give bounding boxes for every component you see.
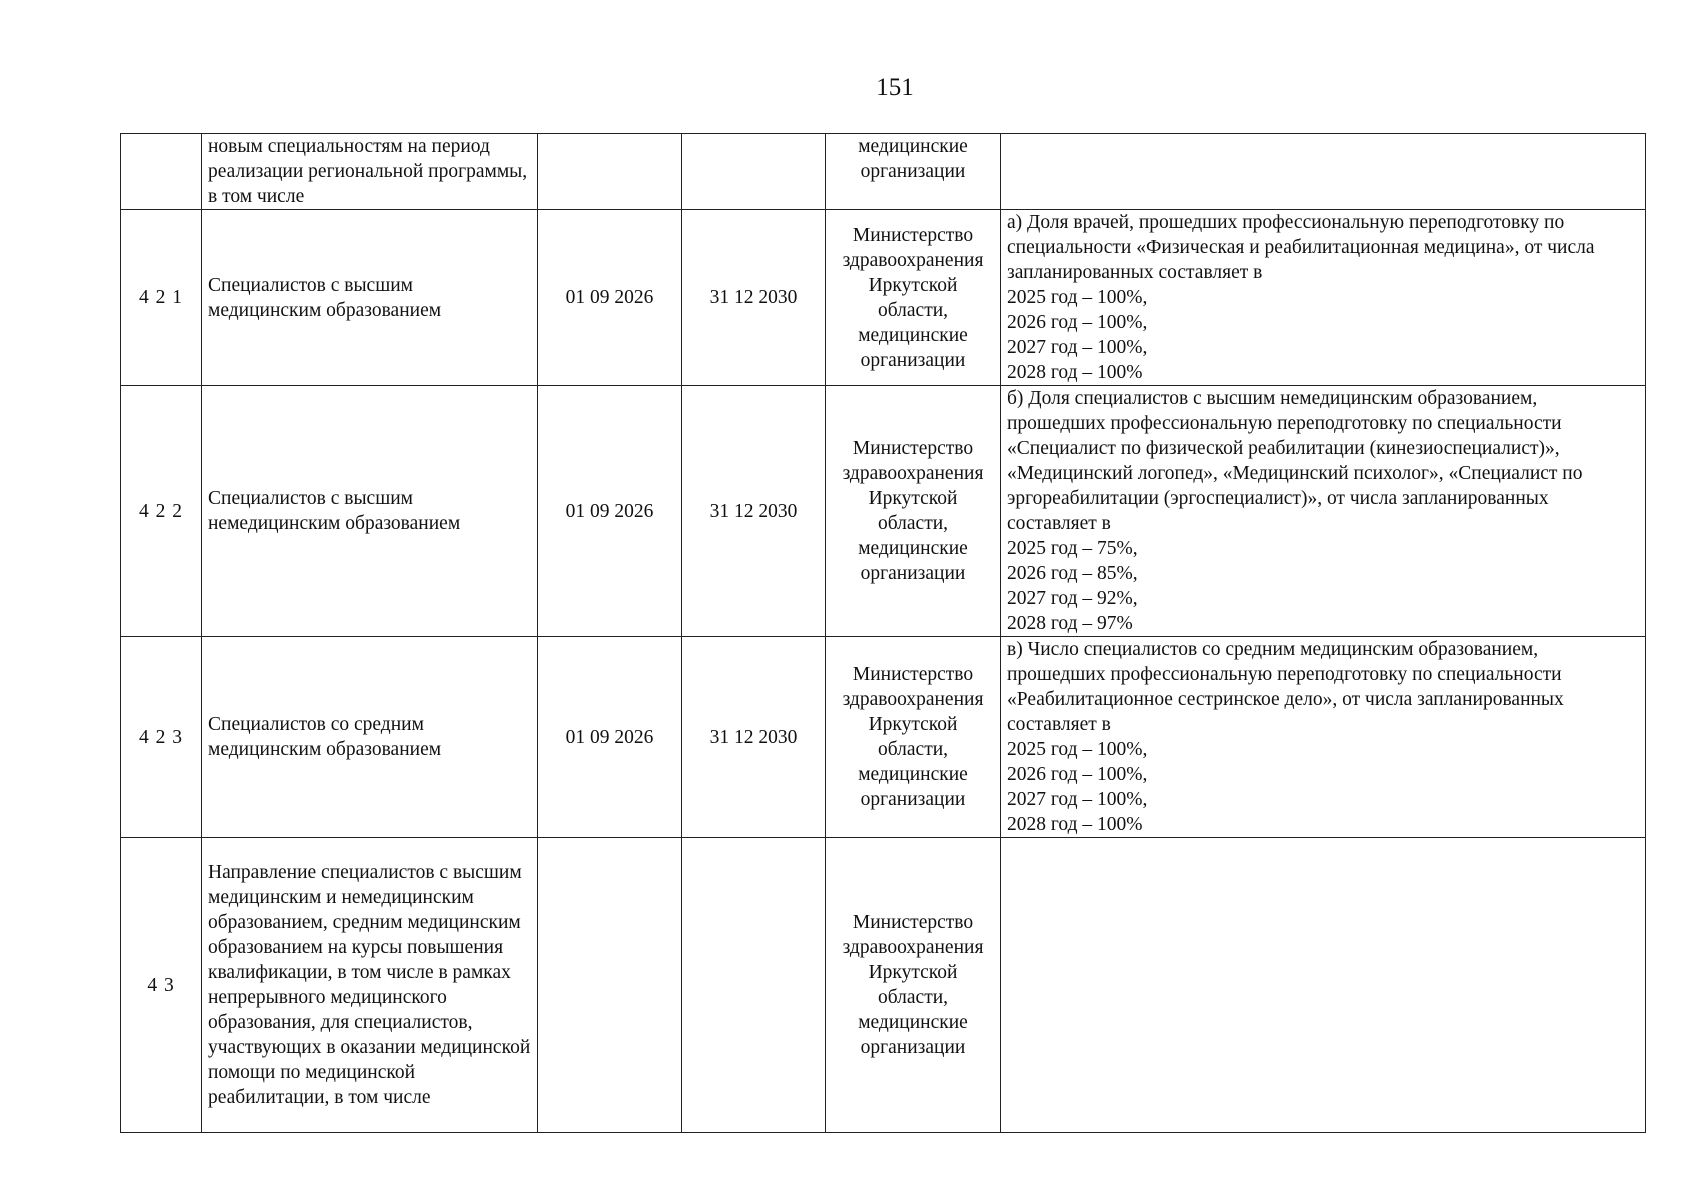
start-date: 01 09 2026 (538, 637, 682, 838)
indicator (1001, 838, 1646, 1133)
table-row (121, 210, 1646, 386)
indicator-year-value: 2026 год – 100%, (1007, 312, 1148, 333)
indicator-year-value: 2026 год – 85%, (1007, 563, 1138, 584)
indicator (1001, 386, 1646, 637)
row-number: 4 2 2 (121, 386, 202, 637)
row-number (121, 134, 202, 210)
end-date: 31 12 2030 (682, 210, 826, 386)
indicator-year-value: 2028 год – 100% (1007, 814, 1143, 835)
indicator-year-value: 2027 год – 92%, (1007, 588, 1138, 609)
responsible-executor: медицинские организации (826, 134, 1001, 210)
end-date: 31 12 2030 (682, 637, 826, 838)
start-date (538, 134, 682, 210)
indicator-year-value: 2027 год – 100%, (1007, 789, 1148, 810)
indicator (1001, 210, 1646, 386)
indicator-text: б) Доля специалистов с высшим немедицинским образованием, прошедших профессиональную переподготовку по специальности «Специалист по физической реабилитации (кинезиоспециалист)», «Медицинский логопед», «Медицинский психолог», «Специалист по эргореабилитации (эргоспециалист)», от числа запланированных составляет в (1007, 388, 1583, 534)
end-date: 31 12 2030 (682, 386, 826, 637)
start-date: 01 09 2026 (538, 386, 682, 637)
table-row (121, 838, 1646, 1133)
indicator (1001, 637, 1646, 838)
table-row (121, 386, 1646, 637)
start-date: 01 09 2026 (538, 210, 682, 386)
measures-table (120, 133, 1646, 1133)
page-number: 151 (876, 74, 914, 101)
measure-name: Специалистов со средним медицинским образованием (202, 637, 538, 838)
indicator-year-value: 2025 год – 100%, (1007, 739, 1148, 760)
measure-name: Специалистов с высшим медицинским образованием (202, 210, 538, 386)
row-number: 4 3 (121, 838, 202, 1133)
table-row (121, 134, 1646, 210)
measure-name: новым специальностям на период реализации региональной программы, в том числе (202, 134, 538, 210)
end-date (682, 838, 826, 1133)
indicator-year-value: 2026 год – 100%, (1007, 764, 1148, 785)
responsible-executor: Министерство здравоохранения Иркутской области, медицинские организации (826, 838, 1001, 1133)
indicator-year-value: 2027 год – 100%, (1007, 337, 1148, 358)
end-date (682, 134, 826, 210)
indicator-text: а) Доля врачей, прошедших профессиональную переподготовку по специальности «Физическая и реабилитационная медицина», от числа запланированных составляет в (1007, 212, 1595, 283)
indicator-year-value: 2028 год – 100% (1007, 362, 1143, 383)
measure-name: Направление специалистов с высшим медицинским и немедицинским образованием, средним медицинским образованием на курсы повышения квалификации, в том числе в рамках непрерывного медицинского образования, для специалистов, участвующих в оказании медицинской помощи по медицинской реабилитации, в том числе (202, 838, 538, 1133)
row-number: 4 2 3 (121, 637, 202, 838)
row-number: 4 2 1 (121, 210, 202, 386)
indicator (1001, 134, 1646, 210)
indicator-year-value: 2025 год – 100%, (1007, 287, 1148, 308)
measure-name: Специалистов с высшим немедицинским образованием (202, 386, 538, 637)
responsible-executor: Министерство здравоохранения Иркутской области, медицинские организации (826, 210, 1001, 386)
indicator-year-value: 2025 год – 75%, (1007, 538, 1138, 559)
responsible-executor: Министерство здравоохранения Иркутской области, медицинские организации (826, 386, 1001, 637)
table-row (121, 637, 1646, 838)
indicator-year-value: 2028 год – 97% (1007, 613, 1133, 634)
responsible-executor: Министерство здравоохранения Иркутской области, медицинские организации (826, 637, 1001, 838)
indicator-text: в) Число специалистов со средним медицинским образованием, прошедших профессиональную переподготовку по специальности «Реабилитационное сестринское дело», от числа запланированных составляет в (1007, 639, 1564, 735)
start-date (538, 838, 682, 1133)
